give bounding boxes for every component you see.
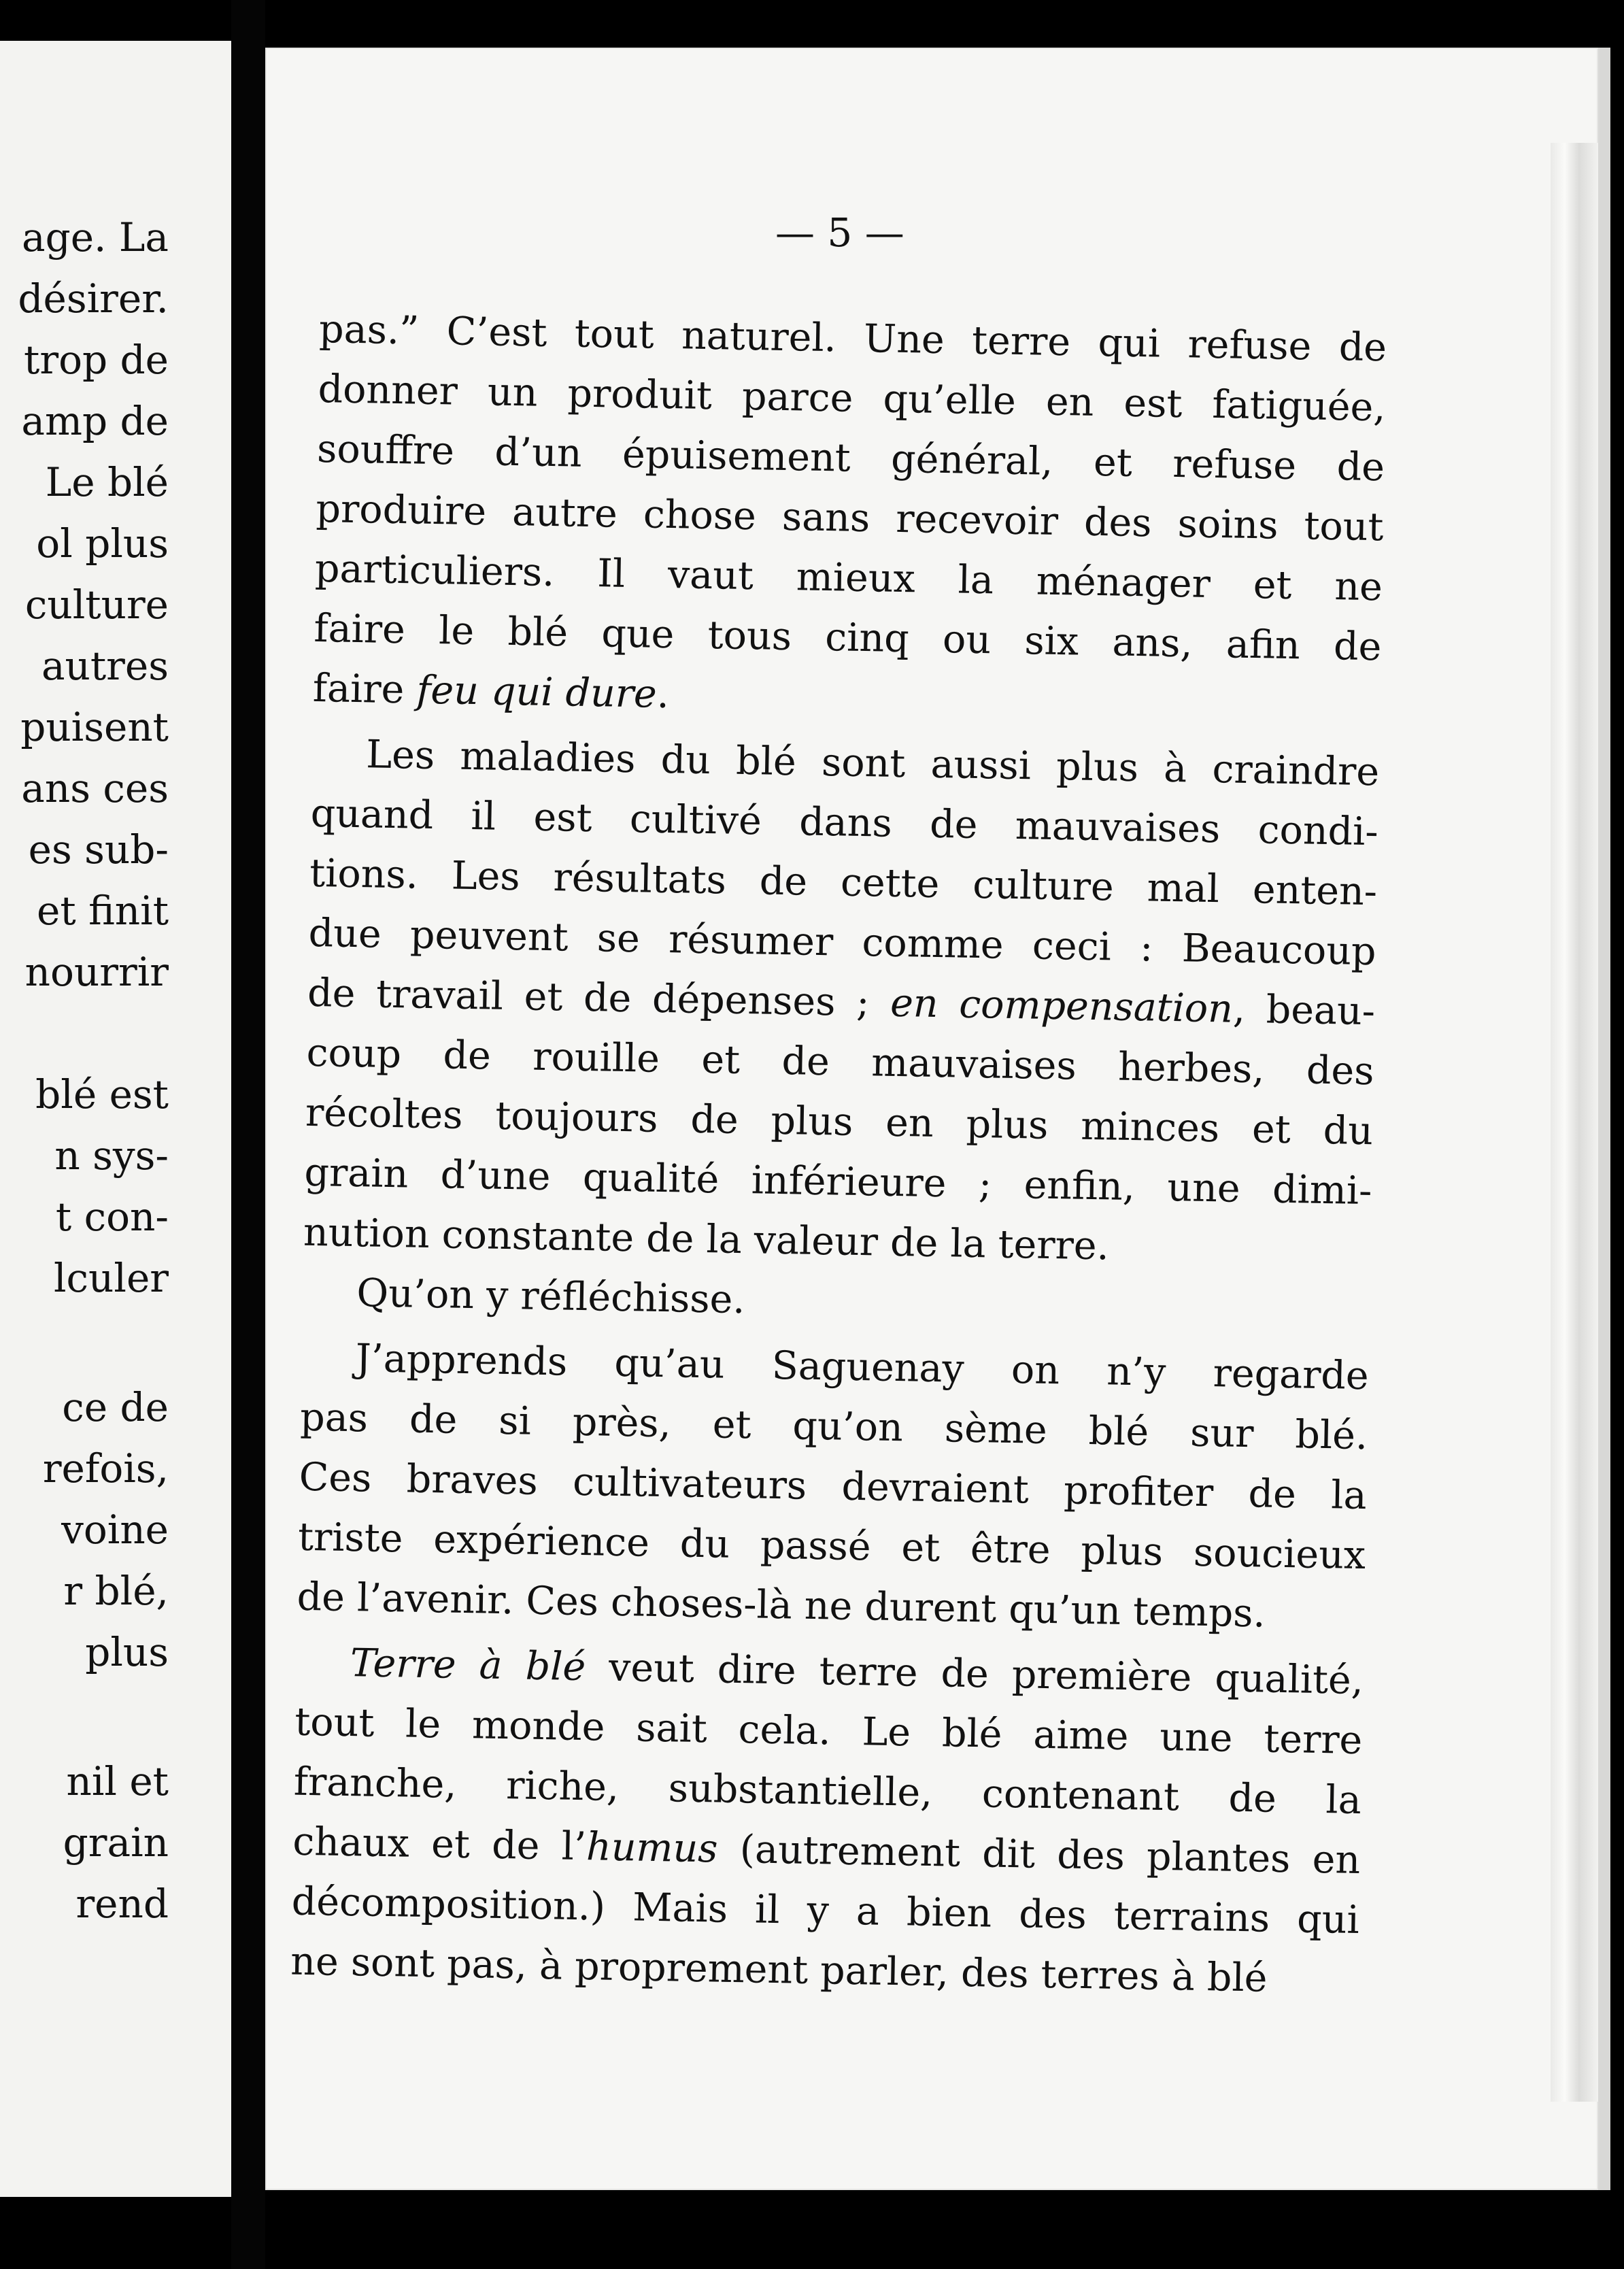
- text-line: décomposition.) Mais il y a bien des terrains qui: [291, 1879, 1360, 1943]
- text-line: ne sont pas, à proprement parler, des terres à blé: [290, 1938, 1268, 2001]
- left-page-line: es sub-: [28, 826, 169, 873]
- left-page-line: blé est: [35, 1071, 169, 1117]
- text-line: J’apprends qu’au Saguenay on n’y regarde: [355, 1336, 1370, 1399]
- text-line: quand il est cultivé dans de mauvaises condi-: [310, 790, 1379, 855]
- left-page-line: culture: [24, 582, 169, 628]
- left-page-line: n sys-: [54, 1132, 169, 1179]
- left-page-line: nourrir: [24, 949, 169, 995]
- left-page-line: refois,: [42, 1445, 169, 1492]
- text-line: grain d’une qualité inférieure ; enfin, une dimi-: [304, 1149, 1372, 1214]
- text-line: particuliers. Il vaut mieux la ménager et ne: [314, 545, 1383, 610]
- text-line: franche, riche, substantielle, contenant de la: [293, 1759, 1362, 1823]
- text-line: tout le monde sait cela. Le blé aime une terre: [294, 1699, 1363, 1764]
- text-segment: .: [656, 671, 670, 718]
- text-line: faire le blé que tous cinq ou six ans, afin de: [313, 605, 1382, 670]
- italic-text: Terre à blé: [350, 1641, 586, 1690]
- text-line: souffre d’un épuisement général, et refuse de: [316, 426, 1385, 490]
- text-line: due peuvent se résumer comme ceci : Beaucoup: [308, 910, 1377, 975]
- left-page-line: r blé,: [63, 1568, 169, 1614]
- book-gutter: [231, 0, 265, 2269]
- text-segment: de travail et de dépenses ;: [307, 970, 891, 1026]
- text-line: Ces braves cultivateurs devraient profiter de la: [299, 1454, 1368, 1519]
- paragraph: [303, 724, 1380, 1281]
- paragraph: [312, 299, 1387, 737]
- italic-text: feu qui dure: [416, 667, 658, 717]
- paragraph: [290, 1632, 1364, 2010]
- left-page-line: grain: [63, 1819, 169, 1866]
- page-number: — 5 —: [775, 209, 904, 256]
- left-page-line: trop de: [24, 337, 169, 383]
- text-line: de l’avenir. Ces choses-là ne durent qu’un temps.: [297, 1574, 1266, 1636]
- left-page-line: nil et: [66, 1758, 169, 1804]
- page-text: [290, 299, 1387, 2010]
- text-line: récoltes toujours de plus en plus minces et du: [305, 1090, 1374, 1154]
- text-line: nution constante de la valeur de la terre.: [303, 1209, 1110, 1269]
- text-line: tions. Les résultats de cette culture mal enten-: [309, 850, 1378, 915]
- previous-page-fragment: [0, 41, 231, 2197]
- left-page-line: ce de: [62, 1384, 169, 1430]
- text-segment: (autrement dit des plantes en: [717, 1826, 1361, 1883]
- text-line: triste expérience du passé et être plus soucieux: [297, 1514, 1366, 1579]
- paragraph: [297, 1328, 1369, 1645]
- page-edges: [1551, 143, 1598, 2102]
- left-page-line: Le blé: [45, 459, 169, 505]
- italic-text: en compensation: [890, 980, 1234, 1032]
- left-page-line: voine: [61, 1507, 169, 1553]
- text-line: pas.” C’est tout naturel. Une terre qui refuse de: [318, 306, 1387, 371]
- left-page-line: et finit: [37, 888, 169, 934]
- italic-text: humus: [586, 1824, 719, 1872]
- text-line: produire autre chose sans recevoir des soins tout: [316, 486, 1384, 550]
- text-segment: veut dire terre de première qualité,: [585, 1645, 1364, 1704]
- text-segment: chaux et de l’: [292, 1819, 587, 1870]
- left-page-line: puisent: [20, 704, 169, 750]
- text-segment: faire: [312, 665, 417, 713]
- text-segment: , beau-: [1232, 986, 1376, 1035]
- left-page-line: plus: [85, 1629, 169, 1675]
- left-page-line: autres: [41, 643, 169, 689]
- left-page-line: amp de: [21, 398, 169, 444]
- text-line: Les maladies du blé sont aussi plus à craindre: [365, 732, 1380, 795]
- left-page-line: lculer: [54, 1255, 169, 1301]
- left-page-line: rend: [75, 1881, 169, 1927]
- left-page-line: ans ces: [21, 765, 169, 811]
- left-page-line: désirer.: [18, 275, 169, 322]
- text-line: donner un produit parce qu’elle en est fatiguée,: [318, 366, 1387, 431]
- left-page-line: t con-: [55, 1194, 169, 1240]
- text-line: Qu’on y réfléchisse.: [356, 1271, 745, 1323]
- text-line: pas de si près, et qu’on sème blé sur blé.: [299, 1394, 1368, 1459]
- left-page-line: ol plus: [36, 520, 169, 567]
- left-page-line: age. La: [22, 214, 169, 260]
- text-line: coup de rouille et de mauvaises herbes, des: [306, 1030, 1374, 1094]
